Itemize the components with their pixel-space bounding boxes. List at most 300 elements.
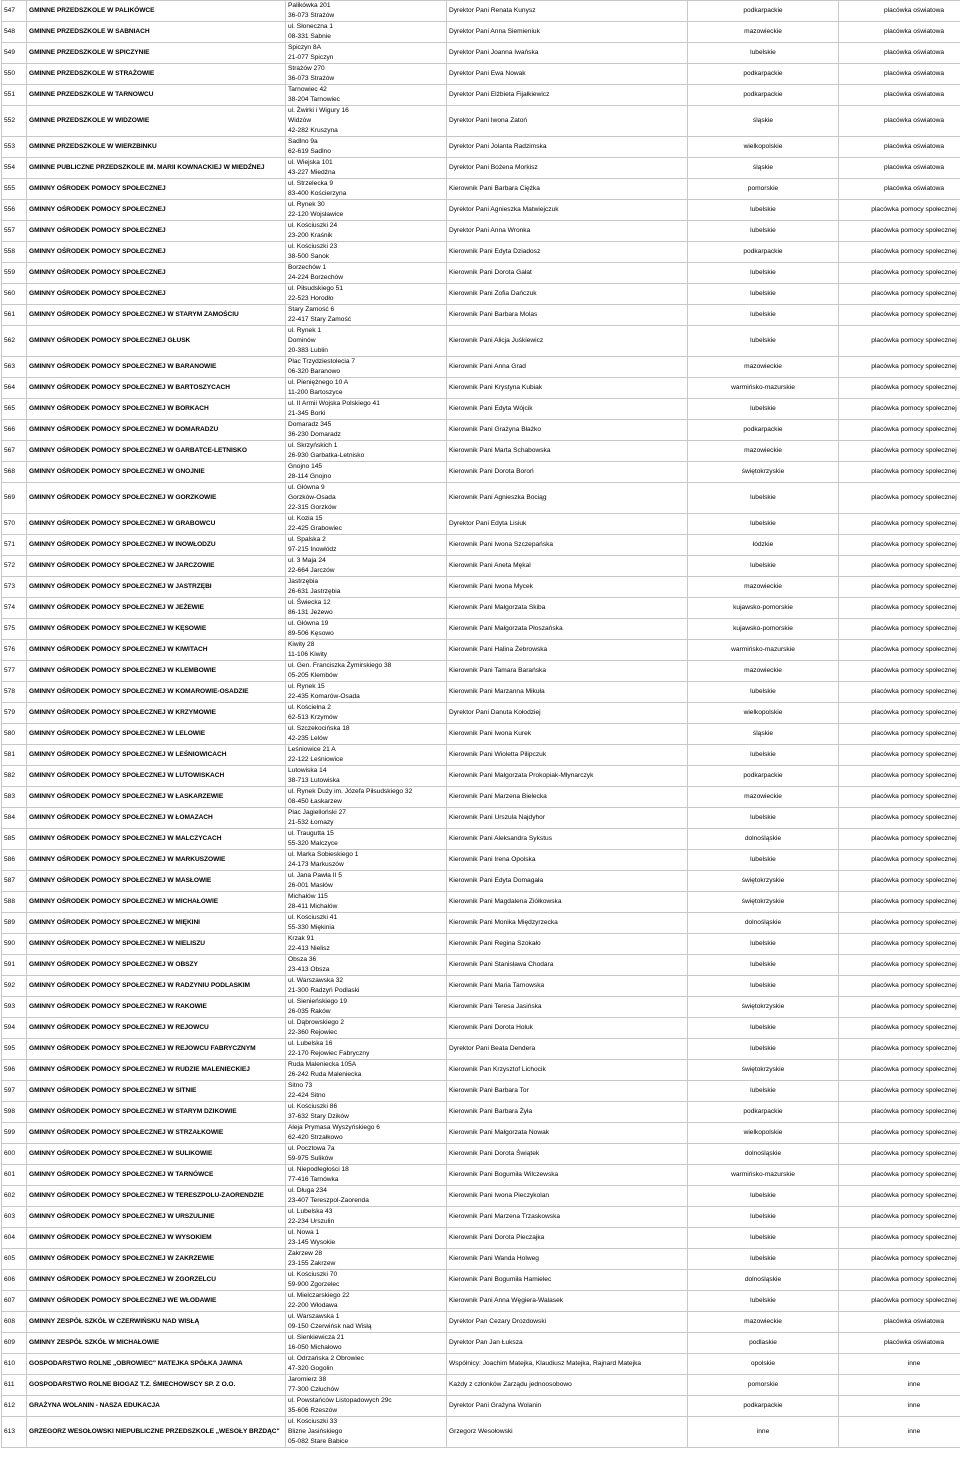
voivodeship: lubelskie [688,43,839,64]
address [286,661,447,682]
address-line: 89-506 Kęsowo [288,630,334,637]
address [286,106,447,137]
voivodeship: lubelskie [688,326,839,357]
institution-type: placówka pomocy społecznej [839,598,960,619]
address [286,934,447,955]
representative [447,682,688,703]
institution-type: placówka pomocy społecznej [839,326,960,357]
institution-name [27,661,286,682]
address-line: ul. Marka Sobieskiego 1 [288,851,359,858]
address-line: 24-224 Borzechów [288,274,343,281]
row-number: 580 [2,724,27,745]
address [286,724,447,745]
institution-name-text: GMINNY OŚRODEK POMOCY SPOŁECZNEJ W DOMARADZU [29,426,219,433]
representative-text: Kierownik Pani Barbara Tor [449,1087,529,1094]
institution-name [27,850,286,871]
address-line: Sadlno 9a [288,138,318,145]
institution-name [27,619,286,640]
table-row [2,1186,960,1207]
address-line: ul. Gen. Franciszka Żymirskiego 38 [288,662,392,669]
table-row [2,640,960,661]
row-number: 579 [2,703,27,724]
voivodeship: łódzkie [688,535,839,556]
address-line: 22-200 Włodawa [288,1302,338,1309]
institution-name-text: GMINNY OŚRODEK POMOCY SPOŁECZNEJ W OBSZY [29,961,198,968]
institution-name [27,766,286,787]
row-number: 572 [2,556,27,577]
representative [447,808,688,829]
representative-text: Kierownik Pani Urszula Najdyhor [449,814,546,821]
table-row [2,556,960,577]
address-line: 22-360 Rejowiec [288,1029,338,1036]
address-line: ul. Strzelecka 9 [288,180,334,187]
row-number: 611 [2,1375,27,1396]
table-row [2,158,960,179]
address-line: ul. Długa 234 [288,1187,327,1194]
address [286,399,447,420]
representative [447,577,688,598]
address [286,1417,447,1448]
institution-name [27,399,286,420]
institution-type: placówka pomocy społecznej [839,1186,960,1207]
representative-text: Kierownik Pani Iwona Mycek [449,583,533,590]
representative [447,703,688,724]
representative [447,158,688,179]
table-row [2,955,960,976]
voivodeship: mazowieckie [688,22,839,43]
representative-text: Dyrektor Pani Ewa Nowak [449,70,526,77]
address-line: 22-424 Sitno [288,1092,326,1099]
voivodeship: lubelskie [688,1018,839,1039]
address-line: 05-205 Klembów [288,672,338,679]
address [286,326,447,357]
institution-type: placówka pomocy społecznej [839,892,960,913]
voivodeship: podkarpackie [688,1396,839,1417]
voivodeship: wielkopolskie [688,1123,839,1144]
address [286,913,447,934]
row-number: 583 [2,787,27,808]
institution-type: placówka oświatowa [839,22,960,43]
representative [447,357,688,378]
institution-name [27,158,286,179]
institution-name [27,1312,286,1333]
institution-name-text: GMINNY OŚRODEK POMOCY SPOŁECZNEJ W KLEMBOWIE [29,667,216,674]
address-line: 77-300 Człuchów [288,1386,339,1393]
address-line: ul. Kościuszki 33 [288,1418,338,1425]
institution-name [27,483,286,514]
representative-text: Kierownik Pani Magdalena Ziółkowska [449,898,562,905]
representative-text: Dyrektor Pani Danuta Kołodziej [449,709,541,716]
institution-name [27,1228,286,1249]
row-number: 554 [2,158,27,179]
institution-name [27,1186,286,1207]
institution-type: inne [839,1354,960,1375]
institution-type: placówka pomocy społecznej [839,766,960,787]
row-number: 564 [2,378,27,399]
table-row [2,64,960,85]
voivodeship: lubelskie [688,399,839,420]
institution-type: placówka pomocy społecznej [839,399,960,420]
representative [447,1417,688,1448]
representative [447,1123,688,1144]
institution-name [27,1018,286,1039]
institutions-table [1,0,960,1448]
voivodeship: dolnośląskie [688,829,839,850]
address-line: Gorzków-Osada [288,494,336,501]
address-line: Borzechów 1 [288,264,327,271]
address-line: 22-413 Nielisz [288,945,330,952]
address [286,1228,447,1249]
address-line: 47-320 Gogolin [288,1365,334,1372]
address-line: ul. Pocztowa 7a [288,1145,335,1152]
institution-type: placówka oświatowa [839,43,960,64]
table-row [2,1375,960,1396]
institution-type: placówka pomocy społecznej [839,997,960,1018]
institution-name [27,934,286,955]
institution-name [27,892,286,913]
voivodeship: podkarpackie [688,64,839,85]
institution-name-text: GMINNY OŚRODEK POMOCY SPOŁECZNEJ W INOWŁODZU [29,541,216,548]
institution-name-text: GMINNY OŚRODEK POMOCY SPOŁECZNEJ W LUTOWISKACH [29,772,225,779]
institution-type: placówka pomocy społecznej [839,1039,960,1060]
representative [447,892,688,913]
institution-name [27,357,286,378]
address-line: ul. Słoneczna 1 [288,23,334,30]
address-line: 05-082 Stare Babice [288,1438,349,1445]
institution-type: placówka oświatowa [839,1312,960,1333]
institution-name-text: GMINNE PRZEDSZKOLE W PALIKÓWCE [29,7,155,14]
institution-type: placówka pomocy społecznej [839,850,960,871]
institution-name-text: GMINNY OŚRODEK POMOCY SPOŁECZNEJ [29,248,166,255]
address-line: 38-500 Sanok [288,253,330,260]
institution-type: placówka pomocy społecznej [839,1144,960,1165]
address [286,871,447,892]
institution-name [27,22,286,43]
address-line: 08-450 Łaskarzew [288,798,342,805]
institution-name-text: GMINNY ZESPÓŁ SZKÓŁ W MICHAŁOWIE [29,1339,160,1346]
table-row [2,284,960,305]
representative [447,1375,688,1396]
institution-name [27,745,286,766]
table-row [2,892,960,913]
row-number: 573 [2,577,27,598]
institution-name [27,997,286,1018]
address-line: ul. Kościuszki 41 [288,914,338,921]
address-line: 09-150 Czerwińsk nad Wisłą [288,1323,372,1330]
representative [447,850,688,871]
address-line: Aleja Prymasa Wyszyńskiego 6 [288,1124,380,1131]
institution-type: placówka pomocy społecznej [839,745,960,766]
representative-text: Dyrektor Pan Jan Łuksza [449,1339,523,1346]
row-number: 585 [2,829,27,850]
institution-name-text: GMINNY OŚRODEK POMOCY SPOŁECZNEJ W KRZYMOWIE [29,709,216,716]
institution-type: placówka pomocy społecznej [839,577,960,598]
representative-text: Kierownik Pani Dorota Świątek [449,1150,540,1157]
table-row [2,1018,960,1039]
institution-name-text: GMINNY OŚRODEK POMOCY SPOŁECZNEJ [29,227,166,234]
address [286,766,447,787]
table-row [2,85,960,106]
table-row [2,263,960,284]
voivodeship: lubelskie [688,200,839,221]
institution-type: placówka pomocy społecznej [839,1165,960,1186]
institution-name [27,1123,286,1144]
representative [447,1102,688,1123]
address-line: 22-122 Leśniowice [288,756,343,763]
institution-name-text: GMINNE PRZEDSZKOLE W STRAŻOWIE [29,70,155,77]
voivodeship: pomorskie [688,1375,839,1396]
institution-type: placówka pomocy społecznej [839,462,960,483]
institution-name-text: GMINNY OŚRODEK POMOCY SPOŁECZNEJ W MALCZYCACH [29,835,222,842]
address [286,441,447,462]
voivodeship: warmińsko-mazurskie [688,640,839,661]
institution-name [27,305,286,326]
row-number: 560 [2,284,27,305]
representative-text: Kierownik Pani Dorota Holuk [449,1024,533,1031]
table-row [2,1312,960,1333]
row-number: 592 [2,976,27,997]
institution-name [27,871,286,892]
representative-text: Kierownik Pani Halina Żebrowska [449,646,548,653]
representative [447,106,688,137]
institution-type: placówka pomocy społecznej [839,242,960,263]
institution-name-text: GMINNE PRZEDSZKOLE W TARNOWCU [29,91,154,98]
table-row [2,703,960,724]
voivodeship: wielkopolskie [688,703,839,724]
address [286,483,447,514]
representative-text: Kierownik Pan Krzysztof Lichocik [449,1066,546,1073]
address-line: Domaradz 345 [288,421,332,428]
representative-text: Dyrektor Pani Elżbieta Fijałkiewicz [449,91,550,98]
table-row [2,1249,960,1270]
institution-name-text: GMINNY OŚRODEK POMOCY SPOŁECZNEJ W KOMAROWIE-OSADZIE [29,688,249,695]
address-line: ul. Rynek 15 [288,683,325,690]
row-number: 581 [2,745,27,766]
voivodeship: świętokrzyskie [688,892,839,913]
table-row [2,483,960,514]
representative-text: Kierownik Pani Wioletta Pilipczuk [449,751,547,758]
representative-text: Grzegorz Wesołowski [449,1428,513,1435]
institution-name [27,326,286,357]
address-line: 22-435 Komarów-Osada [288,693,360,700]
address-line: 21-532 Łomazy [288,819,334,826]
row-number: 587 [2,871,27,892]
institution-name-text: GMINNE PRZEDSZKOLE W SPICZYNIE [29,49,150,56]
address [286,284,447,305]
representative-text: Kierownik Pani Iwona Pieczykolan [449,1192,550,1199]
voivodeship: lubelskie [688,850,839,871]
institution-name [27,640,286,661]
institution-name-text: GMINNY OŚRODEK POMOCY SPOŁECZNEJ W ŁOMAZACH [29,814,213,821]
representative-text: Kierownik Pani Grażyna Błażko [449,426,541,433]
representative-text: Kierownik Pani Alicja Juśkiewicz [449,337,544,344]
address-line: ul. Lubelska 16 [288,1040,333,1047]
representative-text: Kierownik Pani Małgorzata Nowak [449,1129,550,1136]
address [286,357,447,378]
institution-type: placówka oświatowa [839,1,960,22]
representative [447,514,688,535]
institution-name-text: GMINNY OŚRODEK POMOCY SPOŁECZNEJ W BARANOWIE [29,363,217,370]
address-line: ul. Rynek Duży im. Józefa Piłsudskiego 32 [288,788,413,795]
table-row [2,1291,960,1312]
address [286,556,447,577]
address-line: 26-631 Jastrzębia [288,588,341,595]
row-number: 559 [2,263,27,284]
voivodeship: lubelskie [688,221,839,242]
institution-name [27,1249,286,1270]
address-line: 22-170 Rejowiec Fabryczny [288,1050,370,1057]
institution-name-text: GMINNY ZESPÓŁ SZKÓŁ W CZERWIŃSKU NAD WISŁĄ [29,1318,200,1325]
representative [447,787,688,808]
institution-name [27,598,286,619]
table-row [2,766,960,787]
institution-name [27,200,286,221]
voivodeship: lubelskie [688,483,839,514]
institution-name-text: GMINNY OŚRODEK POMOCY SPOŁECZNEJ W URSZULINIE [29,1213,215,1220]
voivodeship: mazowieckie [688,577,839,598]
representative-text: Kierownik Pani Iwona Kurek [449,730,532,737]
table-row [2,1228,960,1249]
address-line: 26-242 Ruda Maleniecka [288,1071,362,1078]
voivodeship: podkarpackie [688,1102,839,1123]
table-row [2,43,960,64]
voivodeship: lubelskie [688,305,839,326]
institution-type: placówka pomocy społecznej [839,1270,960,1291]
institution-name [27,64,286,85]
representative [447,598,688,619]
address-line: 38-713 Lutowiska [288,777,340,784]
address-line: 22-664 Jarczów [288,567,335,574]
voivodeship: lubelskie [688,682,839,703]
institution-name [27,1081,286,1102]
voivodeship: lubelskie [688,1186,839,1207]
institution-name [27,137,286,158]
institution-name [27,284,286,305]
representative [447,22,688,43]
table-row [2,808,960,829]
address-line: Jaromierz 38 [288,1376,327,1383]
row-number: 574 [2,598,27,619]
address-line: ul. Piłsudskiego 51 [288,285,343,292]
representative-text: Kierownik Pani Teresa Jasińska [449,1003,542,1010]
address-line: Plac Jagielloński 27 [288,809,346,816]
institution-name [27,682,286,703]
table-row [2,200,960,221]
representative-text: Kierownik Pani Marta Schabowska [449,447,551,454]
address [286,378,447,399]
row-number: 612 [2,1396,27,1417]
table-row [2,378,960,399]
voivodeship: podlaskie [688,1333,839,1354]
voivodeship: inne [688,1417,839,1448]
table-row [2,1081,960,1102]
institution-type: placówka pomocy społecznej [839,724,960,745]
row-number: 584 [2,808,27,829]
institution-type: placówka pomocy społecznej [839,263,960,284]
table-row [2,1165,960,1186]
institution-name-text: GOSPODARSTWO ROLNE BIOGAZ T.Z. ŚMIECHOWSCY SP. Z O.O. [29,1381,236,1388]
representative [447,934,688,955]
representative-text: Kierownik Pani Maria Tarnowska [449,982,545,989]
row-number: 576 [2,640,27,661]
address [286,1291,447,1312]
institution-name [27,462,286,483]
address [286,158,447,179]
institution-name-text: GMINNY OŚRODEK POMOCY SPOŁECZNEJ W GNOJNIE [29,468,205,475]
address-line: Spiczyn 8A [288,44,321,51]
institution-name [27,829,286,850]
voivodeship: lubelskie [688,1291,839,1312]
representative [447,1291,688,1312]
representative-text: Dyrektor Pani Jolanta Radzimska [449,143,547,150]
institution-name [27,808,286,829]
row-number: 562 [2,326,27,357]
address-line: ul. Kościelna 2 [288,704,331,711]
address-line: Plac Trzydziestolecia 7 [288,358,356,365]
row-number: 551 [2,85,27,106]
row-number: 597 [2,1081,27,1102]
table-row [2,976,960,997]
address-line: 08-331 Sabnie [288,33,331,40]
address-line: 22-234 Urszulin [288,1218,335,1225]
institution-name [27,1102,286,1123]
institution-name-text: GMINNY OŚRODEK POMOCY SPOŁECZNEJ W RUDZIE MALENIECKIEJ [29,1066,250,1073]
row-number: 563 [2,357,27,378]
address-line: ul. 3 Maja 24 [288,557,326,564]
representative-text: Kierownik Pani Anna Grad [449,363,526,370]
institution-name-text: GMINNY OŚRODEK POMOCY SPOŁECZNEJ [29,206,166,213]
address [286,703,447,724]
row-number: 547 [2,1,27,22]
representative-text: Kierownik Pani Barbara Ciężka [449,185,540,192]
voivodeship: lubelskie [688,263,839,284]
row-number: 569 [2,483,27,514]
row-number: 582 [2,766,27,787]
institution-name [27,787,286,808]
table-row [2,514,960,535]
address-line: 36-230 Domaradz [288,431,341,438]
institution-type: placówka pomocy społecznej [839,913,960,934]
institution-type: placówka pomocy społecznej [839,378,960,399]
representative [447,1249,688,1270]
address-line: ul. Rynek 30 [288,201,325,208]
address-line: 36-073 Strażów [288,75,335,82]
row-number: 598 [2,1102,27,1123]
institution-name [27,263,286,284]
institution-name [27,976,286,997]
table-row [2,221,960,242]
institution-type: placówka pomocy społecznej [839,200,960,221]
row-number: 599 [2,1123,27,1144]
row-number: 613 [2,1417,27,1448]
institution-name-text: GMINNY OŚRODEK POMOCY SPOŁECZNEJ W KIWITACH [29,646,208,653]
institution-type: placówka pomocy społecznej [839,1291,960,1312]
representative-text: Kierownik Pani Marzena Trzaskowska [449,1213,561,1220]
institution-name-text: GMINNY OŚRODEK POMOCY SPOŁECZNEJ W KĘSOWIE [29,625,207,632]
address [286,263,447,284]
address [286,85,447,106]
representative [447,829,688,850]
institution-type: placówka pomocy społecznej [839,420,960,441]
institution-name-text: GMINNY OŚRODEK POMOCY SPOŁECZNEJ [29,269,166,276]
address-line: ul. Nowa 1 [288,1229,320,1236]
row-number: 600 [2,1144,27,1165]
row-number: 555 [2,179,27,200]
address [286,1396,447,1417]
address [286,577,447,598]
representative [447,913,688,934]
table-row [2,399,960,420]
